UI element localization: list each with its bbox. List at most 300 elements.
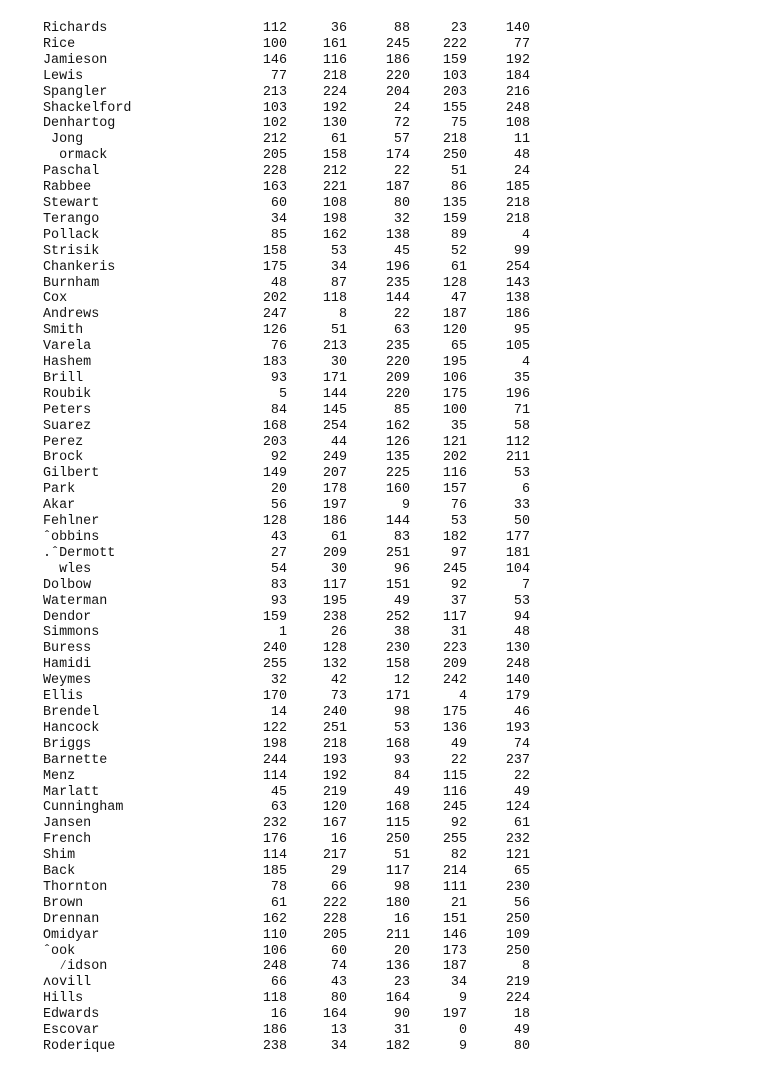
row-value-4: 9	[458, 1039, 467, 1054]
row-value-1: 247	[262, 307, 287, 323]
table-row	[43, 800, 530, 816]
row-value-1: 85	[270, 227, 287, 243]
row-value-1: 162	[262, 911, 287, 927]
table-row	[43, 116, 530, 132]
row-value-1: 1	[278, 625, 287, 641]
row-name: Spangler	[43, 84, 108, 100]
row-value-4: 116	[442, 784, 467, 800]
row-value-2: 42	[330, 673, 347, 689]
row-value-4: 23	[450, 21, 467, 36]
row-value-3: 160	[385, 482, 410, 498]
row-value-5: 46	[513, 704, 530, 720]
row-value-1: 102	[262, 116, 287, 132]
row-value-1: 118	[262, 991, 287, 1007]
row-value-2: 207	[322, 466, 347, 482]
row-value-4: 34	[450, 975, 467, 991]
row-value-3: 144	[385, 291, 410, 307]
row-name: Hamidi	[43, 657, 92, 673]
row-value-1: 5	[278, 386, 287, 402]
row-value-5: 248	[505, 100, 530, 116]
row-name: Gilbert	[43, 466, 100, 482]
row-name: ˆobbins	[43, 530, 100, 545]
row-name: Fehlner	[43, 514, 100, 530]
row-value-5: 71	[513, 402, 530, 418]
table-row	[43, 610, 530, 626]
table-row	[43, 244, 530, 260]
table-row	[43, 371, 530, 387]
row-value-5: 216	[505, 84, 530, 100]
row-name: Richards	[43, 21, 108, 36]
row-value-1: 114	[262, 768, 287, 784]
row-value-1: 205	[262, 148, 287, 164]
table-row	[43, 514, 530, 530]
row-value-4: 111	[442, 879, 467, 895]
table-row	[43, 896, 530, 912]
row-name: Escovar	[43, 1023, 100, 1039]
row-value-5: 6	[521, 482, 530, 498]
row-value-5: 140	[505, 21, 530, 36]
row-value-3: 49	[393, 593, 410, 609]
table-row	[43, 594, 530, 610]
row-value-1: 248	[262, 959, 287, 975]
row-value-2: 249	[322, 450, 347, 466]
row-value-2: 213	[322, 339, 347, 355]
table-row	[43, 991, 530, 1007]
row-value-1: 170	[262, 689, 287, 705]
row-value-3: 209	[385, 370, 410, 386]
row-value-1: 77	[270, 68, 287, 84]
row-value-2: 13	[330, 1023, 347, 1039]
row-value-1: 16	[270, 1007, 287, 1023]
row-value-4: 117	[442, 609, 467, 625]
row-value-4: 157	[442, 482, 467, 498]
row-value-2: 192	[322, 768, 347, 784]
row-name: Stewart	[43, 195, 100, 211]
row-value-2: 195	[322, 593, 347, 609]
row-value-3: 135	[385, 450, 410, 466]
row-value-1: 56	[270, 498, 287, 514]
row-value-4: 175	[442, 386, 467, 402]
row-value-5: 77	[513, 36, 530, 52]
row-value-4: 197	[442, 1007, 467, 1023]
row-value-4: 173	[442, 943, 467, 959]
row-value-2: 254	[322, 418, 347, 434]
row-value-1: 20	[270, 482, 287, 498]
row-value-2: 219	[322, 784, 347, 800]
table-row	[43, 85, 530, 101]
row-value-5: 80	[513, 1039, 530, 1054]
table-row	[43, 641, 530, 657]
row-value-3: 90	[393, 1007, 410, 1023]
table-row	[43, 673, 530, 689]
row-value-4: 53	[450, 514, 467, 530]
row-name: Suarez	[43, 418, 92, 434]
row-value-1: 238	[262, 1039, 287, 1054]
row-value-2: 198	[322, 211, 347, 227]
table-row	[43, 37, 530, 53]
row-value-4: 214	[442, 864, 467, 880]
row-value-3: 45	[393, 243, 410, 259]
row-name: ormack	[43, 148, 108, 164]
row-value-3: 72	[393, 116, 410, 132]
row-value-1: 212	[262, 132, 287, 148]
row-value-3: 85	[393, 402, 410, 418]
row-value-1: 228	[262, 164, 287, 180]
row-value-4: 187	[442, 307, 467, 323]
row-name: Peters	[43, 402, 92, 418]
row-value-4: 136	[442, 720, 467, 736]
row-value-2: 224	[322, 84, 347, 100]
row-name: Cox	[43, 291, 68, 307]
row-value-4: 82	[450, 848, 467, 864]
row-name: Back	[43, 864, 76, 880]
row-value-2: 158	[322, 148, 347, 164]
row-value-2: 118	[322, 291, 347, 307]
row-value-5: 33	[513, 498, 530, 514]
row-name: Marlatt	[43, 784, 100, 800]
row-value-1: 213	[262, 84, 287, 100]
row-value-1: 114	[262, 848, 287, 864]
table-row	[43, 132, 530, 148]
row-value-3: 162	[385, 418, 410, 434]
row-value-3: 245	[385, 36, 410, 52]
row-value-2: 16	[330, 832, 347, 848]
row-name: Hancock	[43, 720, 100, 736]
row-name: Jong	[43, 132, 84, 148]
table-row	[43, 530, 530, 546]
row-value-4: 146	[442, 927, 467, 943]
row-name: .ˆDermott	[43, 545, 116, 561]
row-value-4: 0	[458, 1023, 467, 1039]
row-value-4: 115	[442, 768, 467, 784]
row-name: ⱳles	[43, 561, 92, 577]
row-value-3: 138	[385, 227, 410, 243]
row-value-5: 193	[505, 720, 530, 736]
table-row	[43, 753, 530, 769]
row-name: Brendel	[43, 704, 100, 720]
row-value-1: 176	[262, 832, 287, 848]
row-value-3: 83	[393, 530, 410, 545]
row-value-3: 88	[393, 21, 410, 36]
table-row	[43, 69, 530, 85]
table-row	[43, 387, 530, 403]
row-value-3: 31	[393, 1023, 410, 1039]
row-value-4: 202	[442, 450, 467, 466]
row-value-1: 185	[262, 864, 287, 880]
row-value-3: 98	[393, 879, 410, 895]
row-value-4: 255	[442, 832, 467, 848]
row-name: Brown	[43, 895, 84, 911]
row-value-3: 126	[385, 434, 410, 450]
row-name: Lewis	[43, 68, 84, 84]
row-value-5: 24	[513, 164, 530, 180]
table-row	[43, 228, 530, 244]
row-value-3: 115	[385, 816, 410, 832]
row-value-1: 106	[262, 943, 287, 959]
table-row	[43, 705, 530, 721]
row-value-4: 151	[442, 911, 467, 927]
table-row	[43, 164, 530, 180]
row-value-3: 225	[385, 466, 410, 482]
row-value-4: 100	[442, 402, 467, 418]
row-value-4: 182	[442, 530, 467, 545]
row-value-5: 230	[505, 879, 530, 895]
row-value-3: 235	[385, 275, 410, 291]
row-name: Omidyar	[43, 927, 100, 943]
row-value-4: 155	[442, 100, 467, 116]
row-value-1: 122	[262, 720, 287, 736]
row-value-1: 100	[262, 36, 287, 52]
row-value-1: 78	[270, 879, 287, 895]
row-value-5: 35	[513, 370, 530, 386]
row-name: ʌovill	[43, 975, 92, 991]
row-value-5: 74	[513, 736, 530, 752]
row-value-1: 255	[262, 657, 287, 673]
row-value-2: 164	[322, 1007, 347, 1023]
row-value-4: 52	[450, 243, 467, 259]
table-row	[43, 355, 530, 371]
row-value-4: 223	[442, 641, 467, 657]
row-value-2: 192	[322, 100, 347, 116]
row-value-3: 22	[393, 307, 410, 323]
row-value-4: 209	[442, 657, 467, 673]
row-name: Buress	[43, 641, 92, 657]
row-name: Ellis	[43, 689, 84, 705]
row-name: ⁄idson	[43, 959, 108, 975]
row-value-4: 47	[450, 291, 467, 307]
row-value-2: 44	[330, 434, 347, 450]
row-value-4: 61	[450, 259, 467, 275]
row-name: Thornton	[43, 879, 108, 895]
row-value-5: 8	[521, 959, 530, 975]
row-value-5: 109	[505, 927, 530, 943]
table-row	[43, 848, 530, 864]
row-value-3: 24	[393, 100, 410, 116]
row-value-2: 53	[330, 243, 347, 259]
row-value-2: 144	[322, 386, 347, 402]
row-value-1: 168	[262, 418, 287, 434]
table-row	[43, 196, 530, 212]
row-value-3: 84	[393, 768, 410, 784]
row-value-2: 197	[322, 498, 347, 514]
data-table	[43, 21, 530, 1055]
row-value-5: 112	[505, 434, 530, 450]
row-value-5: 94	[513, 609, 530, 625]
row-value-2: 80	[330, 991, 347, 1007]
table-row	[43, 975, 530, 991]
row-value-2: 74	[330, 959, 347, 975]
row-value-4: 76	[450, 498, 467, 514]
row-value-4: 250	[442, 148, 467, 164]
row-value-1: 244	[262, 752, 287, 768]
row-value-3: 182	[385, 1039, 410, 1054]
row-value-3: 235	[385, 339, 410, 355]
row-value-2: 161	[322, 36, 347, 52]
row-value-2: 116	[322, 52, 347, 68]
row-value-1: 92	[270, 450, 287, 466]
table-row	[43, 53, 530, 69]
row-value-3: 12	[393, 673, 410, 689]
row-name: Drennan	[43, 911, 100, 927]
row-value-4: 37	[450, 593, 467, 609]
row-value-1: 128	[262, 514, 287, 530]
row-name: Perez	[43, 434, 84, 450]
row-name: Rabbee	[43, 180, 92, 196]
row-value-1: 183	[262, 355, 287, 371]
row-value-5: 184	[505, 68, 530, 84]
row-value-2: 205	[322, 927, 347, 943]
row-value-1: 112	[262, 21, 287, 36]
row-value-1: 175	[262, 259, 287, 275]
row-value-2: 171	[322, 370, 347, 386]
row-value-4: 51	[450, 164, 467, 180]
row-value-4: 195	[442, 355, 467, 371]
table-row	[43, 466, 530, 482]
row-value-5: 192	[505, 52, 530, 68]
row-value-2: 228	[322, 911, 347, 927]
row-name: Simmons	[43, 625, 100, 641]
row-value-1: 159	[262, 609, 287, 625]
row-name: Andrews	[43, 307, 100, 323]
row-value-2: 212	[322, 164, 347, 180]
row-value-1: 54	[270, 561, 287, 577]
row-value-3: 171	[385, 689, 410, 705]
row-value-5: 121	[505, 848, 530, 864]
row-name: Brock	[43, 450, 84, 466]
row-value-5: 130	[505, 641, 530, 657]
table-row	[43, 101, 530, 117]
row-value-4: 103	[442, 68, 467, 84]
row-name: French	[43, 832, 92, 848]
row-value-5: 48	[513, 625, 530, 641]
row-value-4: 22	[450, 752, 467, 768]
row-name: Denhartog	[43, 116, 116, 132]
table-row	[43, 1039, 530, 1055]
row-value-2: 167	[322, 816, 347, 832]
row-value-4: 92	[450, 577, 467, 593]
row-value-1: 149	[262, 466, 287, 482]
row-value-4: 49	[450, 736, 467, 752]
table-row	[43, 212, 530, 228]
table-row	[43, 546, 530, 562]
row-value-3: 196	[385, 259, 410, 275]
row-value-5: 105	[505, 339, 530, 355]
row-value-2: 178	[322, 482, 347, 498]
row-value-2: 120	[322, 800, 347, 816]
table-row	[43, 450, 530, 466]
row-value-2: 30	[330, 355, 347, 371]
row-value-2: 66	[330, 879, 347, 895]
row-value-2: 30	[330, 561, 347, 577]
row-value-2: 218	[322, 68, 347, 84]
row-value-4: 106	[442, 370, 467, 386]
row-name: Hills	[43, 991, 84, 1007]
row-value-3: 38	[393, 625, 410, 641]
row-value-2: 36	[330, 21, 347, 36]
row-value-3: 80	[393, 195, 410, 211]
row-value-3: 168	[385, 800, 410, 816]
row-value-1: 93	[270, 370, 287, 386]
row-value-2: 26	[330, 625, 347, 641]
table-row	[43, 689, 530, 705]
row-value-3: 32	[393, 211, 410, 227]
row-value-5: 211	[505, 450, 530, 466]
row-value-3: 252	[385, 609, 410, 625]
row-value-1: 27	[270, 545, 287, 561]
row-value-5: 143	[505, 275, 530, 291]
row-value-3: 220	[385, 68, 410, 84]
row-value-3: 230	[385, 641, 410, 657]
row-value-5: 237	[505, 752, 530, 768]
row-name: Hashem	[43, 355, 92, 371]
row-value-1: 60	[270, 195, 287, 211]
row-value-1: 186	[262, 1023, 287, 1039]
row-value-2: 221	[322, 180, 347, 196]
row-name: Park	[43, 482, 76, 498]
row-value-1: 83	[270, 577, 287, 593]
table-row	[43, 816, 530, 832]
row-value-2: 117	[322, 577, 347, 593]
row-value-4: 65	[450, 339, 467, 355]
table-row	[43, 785, 530, 801]
row-value-4: 89	[450, 227, 467, 243]
row-value-3: 51	[393, 848, 410, 864]
row-value-5: 104	[505, 561, 530, 577]
row-value-5: 177	[505, 530, 530, 545]
row-name: Strisik	[43, 243, 100, 259]
row-value-3: 49	[393, 784, 410, 800]
table-row	[43, 482, 530, 498]
table-row	[43, 959, 530, 975]
row-value-3: 158	[385, 657, 410, 673]
row-value-4: 120	[442, 323, 467, 339]
row-name: Barnette	[43, 752, 108, 768]
row-value-3: 251	[385, 545, 410, 561]
row-value-5: 250	[505, 943, 530, 959]
row-value-4: 218	[442, 132, 467, 148]
row-value-2: 218	[322, 736, 347, 752]
row-value-3: 9	[401, 498, 410, 514]
row-value-3: 168	[385, 736, 410, 752]
row-value-1: 48	[270, 275, 287, 291]
row-value-2: 186	[322, 514, 347, 530]
row-value-2: 60	[330, 943, 347, 959]
row-name: Chankeris	[43, 259, 116, 275]
row-value-3: 63	[393, 323, 410, 339]
table-row	[43, 435, 530, 451]
row-value-2: 240	[322, 704, 347, 720]
table-row	[43, 578, 530, 594]
row-value-2: 217	[322, 848, 347, 864]
row-value-1: 93	[270, 593, 287, 609]
row-name: Roderique	[43, 1039, 116, 1054]
row-value-4: 116	[442, 466, 467, 482]
row-value-1: 34	[270, 211, 287, 227]
row-value-4: 21	[450, 895, 467, 911]
row-name: Weymes	[43, 673, 92, 689]
row-name: Burnham	[43, 275, 100, 291]
row-value-2: 238	[322, 609, 347, 625]
row-value-2: 108	[322, 195, 347, 211]
row-value-4: 9	[458, 991, 467, 1007]
row-value-1: 110	[262, 927, 287, 943]
table-row	[43, 625, 530, 641]
row-value-5: 49	[513, 784, 530, 800]
row-name: Shackelford	[43, 100, 132, 116]
row-value-3: 211	[385, 927, 410, 943]
row-name: Dolbow	[43, 577, 92, 593]
row-value-1: 76	[270, 339, 287, 355]
